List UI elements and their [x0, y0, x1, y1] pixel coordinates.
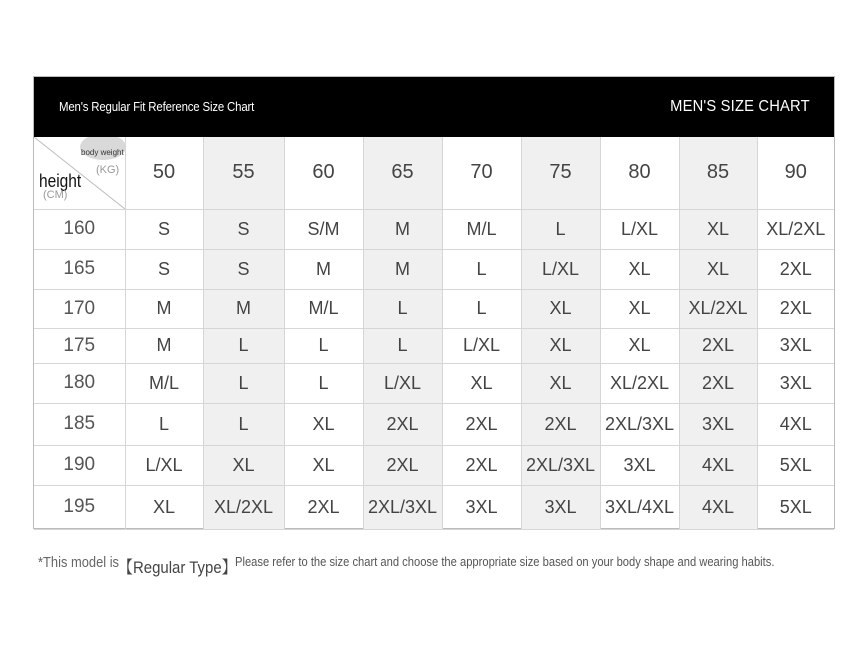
table-row — [34, 485, 834, 529]
height-cell: 180 — [34, 363, 125, 403]
size-cell: XL — [521, 363, 600, 403]
size-cell: 4XL — [679, 485, 757, 529]
size-cell: M — [363, 209, 442, 249]
size-cell: L — [284, 363, 363, 403]
size-cell: L — [203, 363, 284, 403]
size-cell: XL — [521, 289, 600, 328]
size-cell: XL — [600, 249, 679, 289]
weight-column-header: 55 — [203, 137, 284, 209]
size-cell: 3XL — [679, 403, 757, 445]
size-cell: L — [203, 328, 284, 363]
size-cell: XL — [521, 328, 600, 363]
height-label: height — [39, 171, 82, 191]
size-cell: L/XL — [600, 209, 679, 249]
height-cell: 195 — [34, 485, 125, 529]
weight-column-header: 85 — [679, 137, 757, 209]
size-cell: M — [284, 249, 363, 289]
size-cell: 2XL/3XL — [363, 485, 442, 529]
size-cell: XL — [284, 403, 363, 445]
height-cell: 165 — [34, 249, 125, 289]
size-cell: 5XL — [757, 485, 834, 529]
size-cell: M — [203, 289, 284, 328]
size-cell: S — [125, 209, 203, 249]
weight-header-row — [34, 137, 834, 209]
size-cell: XL — [442, 363, 521, 403]
height-cell: 185 — [34, 403, 125, 445]
weight-column-header: 70 — [442, 137, 521, 209]
weight-column-header: 65 — [363, 137, 442, 209]
table-row — [34, 403, 834, 445]
size-cell: 2XL — [679, 363, 757, 403]
corner-cell — [34, 137, 125, 209]
size-cell: 2XL — [521, 403, 600, 445]
size-cell: L — [203, 403, 284, 445]
size-cell: M — [363, 249, 442, 289]
size-cell: 2XL/3XL — [600, 403, 679, 445]
size-cell: L — [284, 328, 363, 363]
weight-column-header: 90 — [757, 137, 834, 209]
weight-column-header: 80 — [600, 137, 679, 209]
size-cell: XL — [125, 485, 203, 529]
size-cell: 2XL — [442, 403, 521, 445]
size-cell: L/XL — [125, 445, 203, 485]
table-row — [34, 363, 834, 403]
size-cell: S — [203, 249, 284, 289]
size-cell: XL/2XL — [203, 485, 284, 529]
size-cell: L — [125, 403, 203, 445]
weight-column-header: 50 — [125, 137, 203, 209]
size-cell: XL — [679, 249, 757, 289]
size-cell: XL — [679, 209, 757, 249]
height-cell: 190 — [34, 445, 125, 485]
size-cell: 2XL — [363, 403, 442, 445]
size-cell: 3XL/4XL — [600, 485, 679, 529]
size-cell: 3XL — [521, 485, 600, 529]
chart-header — [34, 77, 834, 137]
size-cell: M/L — [442, 209, 521, 249]
size-cell: 3XL — [757, 328, 834, 363]
size-cell: M — [125, 328, 203, 363]
weight-unit: (KG) — [96, 164, 120, 176]
size-cell: L/XL — [521, 249, 600, 289]
weight-label: body weight — [81, 148, 124, 157]
size-cell: L — [363, 328, 442, 363]
size-cell: L/XL — [442, 328, 521, 363]
height-unit: (CM) — [43, 189, 68, 201]
size-cell: 2XL — [757, 289, 834, 328]
size-cell: 3XL — [600, 445, 679, 485]
footnote-note: Please refer to the size chart and choose the appropriate size based on your body shape and wearing habits. — [235, 554, 775, 569]
size-cell: S — [125, 249, 203, 289]
weight-column-header: 60 — [284, 137, 363, 209]
size-cell: M/L — [284, 289, 363, 328]
size-cell: XL — [600, 328, 679, 363]
header-left-title: Men's Regular Fit Reference Size Chart — [59, 99, 255, 114]
size-table — [34, 137, 834, 530]
height-cell: 160 — [34, 209, 125, 249]
size-cell: XL — [203, 445, 284, 485]
size-cell: 2XL — [757, 249, 834, 289]
size-cell: 2XL — [679, 328, 757, 363]
size-cell: L — [442, 289, 521, 328]
size-cell: XL/2XL — [600, 363, 679, 403]
size-cell: M — [125, 289, 203, 328]
table-row — [34, 328, 834, 363]
table-row — [34, 289, 834, 328]
size-cell: 2XL — [363, 445, 442, 485]
size-cell: 3XL — [442, 485, 521, 529]
header-right-title: MEN'S SIZE CHART — [670, 98, 810, 115]
size-cell: XL — [600, 289, 679, 328]
size-cell: XL/2XL — [679, 289, 757, 328]
size-cell: S — [203, 209, 284, 249]
size-cell: 2XL — [284, 485, 363, 529]
size-cell: L — [363, 289, 442, 328]
footnote — [38, 553, 858, 575]
size-cell: 4XL — [757, 403, 834, 445]
table-row — [34, 445, 834, 485]
size-cell: L — [521, 209, 600, 249]
size-cell: 5XL — [757, 445, 834, 485]
size-cell: M/L — [125, 363, 203, 403]
table-row — [34, 249, 834, 289]
size-cell: XL — [284, 445, 363, 485]
size-cell: L — [442, 249, 521, 289]
weight-column-header: 75 — [521, 137, 600, 209]
size-cell: L/XL — [363, 363, 442, 403]
height-cell: 175 — [34, 328, 125, 363]
size-cell: 2XL/3XL — [521, 445, 600, 485]
size-cell: S/M — [284, 209, 363, 249]
size-cell: 3XL — [757, 363, 834, 403]
size-cell: 2XL — [442, 445, 521, 485]
height-cell: 170 — [34, 289, 125, 328]
table-row — [34, 209, 834, 249]
footnote-model: *This model is — [38, 554, 120, 571]
footnote-type: 【Regular Type】 — [118, 558, 237, 577]
size-cell: XL/2XL — [757, 209, 834, 249]
size-chart — [33, 76, 835, 529]
size-cell: 4XL — [679, 445, 757, 485]
